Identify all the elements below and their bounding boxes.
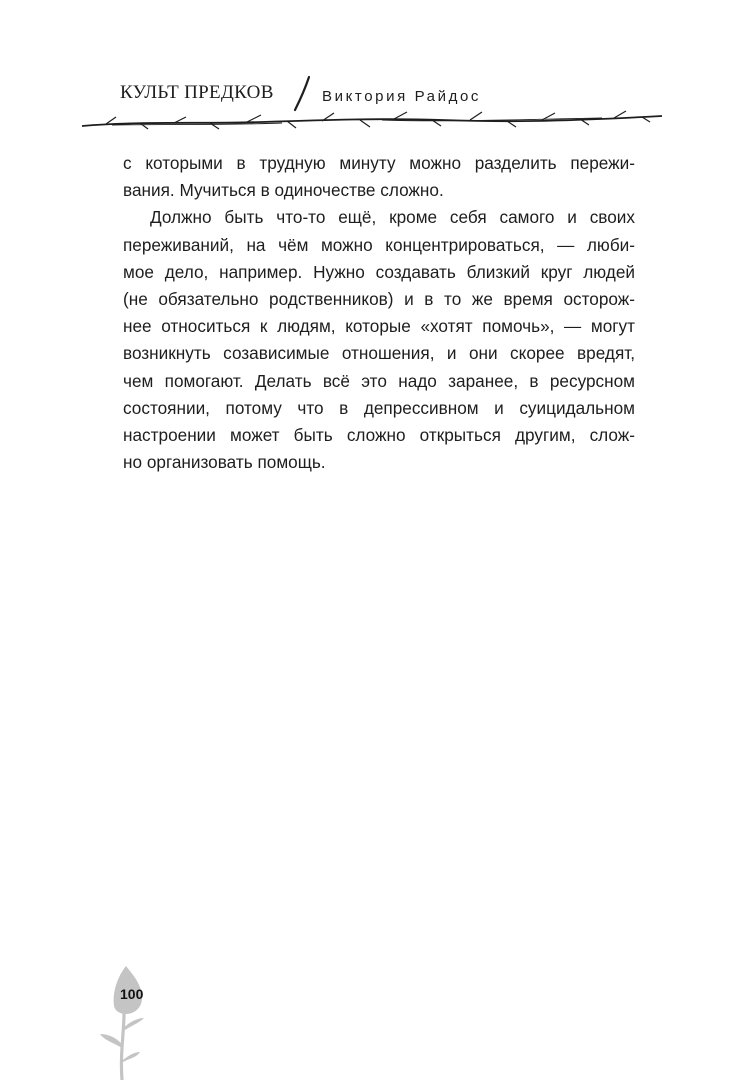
text-line: (не обязательно родственников) и в то же время осторож-	[123, 288, 635, 309]
author-name: Виктория Райдос	[322, 88, 481, 105]
text-line: переживаний, на чём можно концентрироваться, — люби-	[123, 234, 635, 255]
flower-stem-icon	[98, 962, 158, 1080]
text-line: с которыми в трудную минуту можно разделить пережи-	[123, 153, 635, 173]
text-line: возникнуть созависимые отношения, и они скорее вредят,	[123, 343, 635, 364]
text-line: состоянии, потому что в депрессивном и суицидальном	[123, 397, 635, 418]
text-line: вания. Мучиться в одиночестве сложно.	[123, 180, 444, 201]
text-line: мое дело, например. Нужно создавать близкий круг людей	[123, 261, 635, 282]
book-title: КУЛЬТ ПРЕДКОВ	[120, 82, 274, 103]
body-text	[123, 150, 635, 476]
text-line: чем помогают. Делать всё это надо заранее, в ресурсном	[123, 370, 635, 391]
page-number: 100	[120, 986, 144, 1002]
text-line: Должно быть что-то ещё, кроме себя самого и своих	[150, 207, 635, 228]
text-line: но организовать помощь.	[123, 452, 326, 473]
text-line: нее относиться к людям, которые «хотят помочь», — могут	[123, 316, 635, 337]
text-line: настроении может быть сложно открыться другим, слож-	[123, 424, 635, 445]
branch-divider-icon	[82, 104, 662, 134]
running-header	[82, 74, 662, 134]
